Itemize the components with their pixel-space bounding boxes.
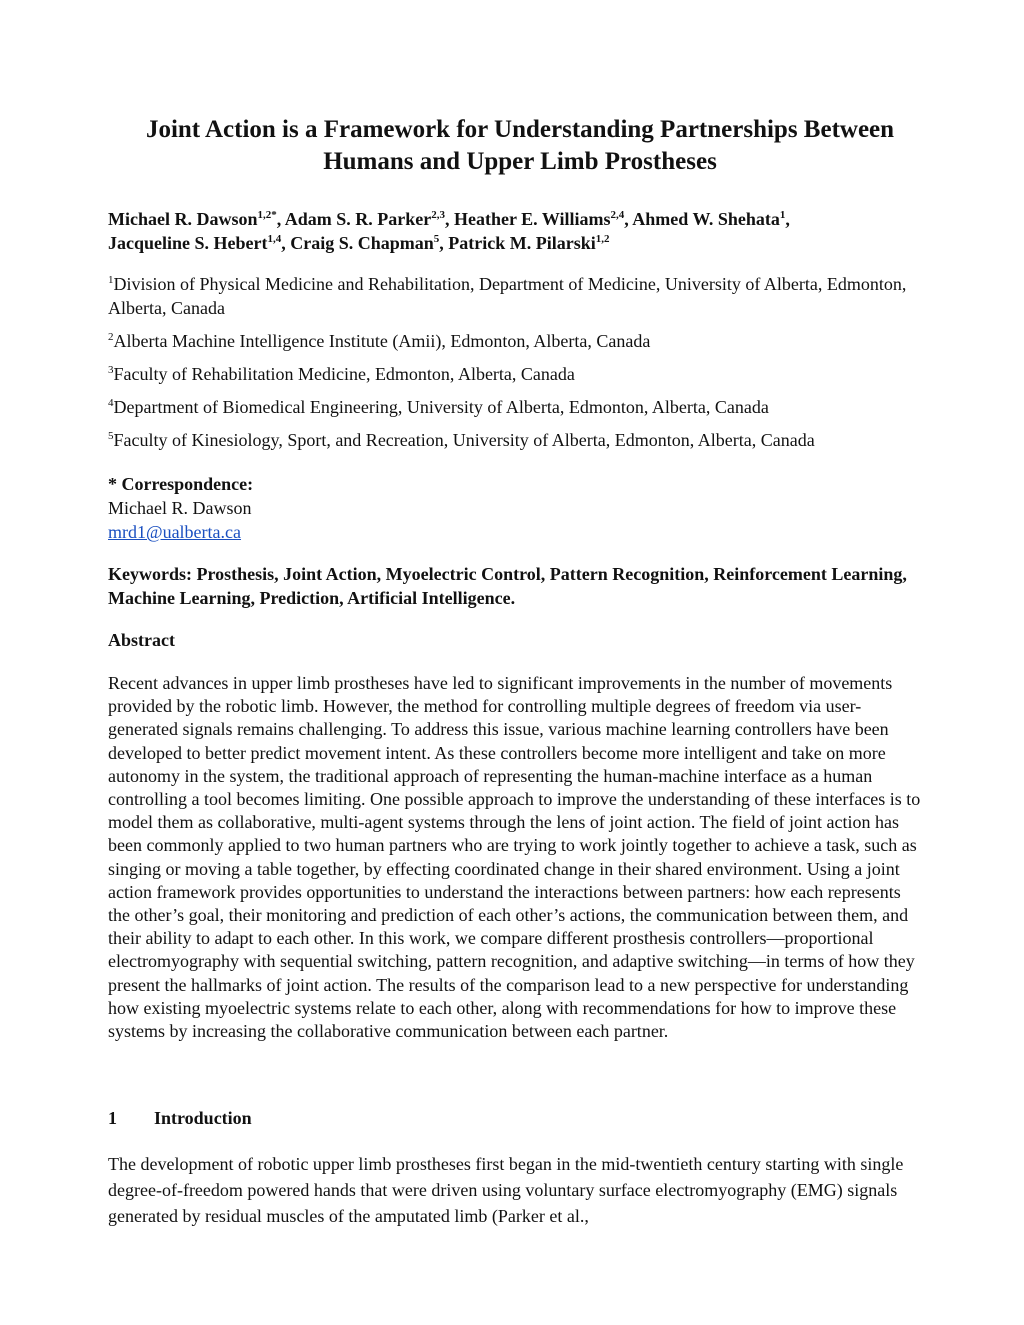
correspondence-email-link[interactable]: mrd1@ualberta.ca	[108, 522, 242, 542]
introduction-heading	[108, 1106, 252, 1130]
affiliation: $^4$Department of Biomedical Engineering, University of Alberta, Edmonton, Alberta, Canada	[108, 397, 769, 417]
affiliation: $^5$Faculty of Kinesiology, Sport, and Recreation, University of Alberta, Edmonton, Alberta, Canada	[108, 430, 815, 450]
correspondence-block	[108, 472, 928, 544]
title-line-1: Joint Action is a Framework for Understanding Partnerships Between	[145, 116, 895, 143]
author: Heather E. Williams$^{2,4}$,	[454, 209, 633, 229]
author: Adam S. R. Parker$^{2,3}$,	[284, 209, 455, 229]
author-list	[108, 207, 928, 255]
introduction-text: The development of robotic upper limb prostheses first began in the mid-twentieth century starting with single degree-of-freedom powered hands that were driven using voluntary surface electromyography (EMG) signals generated by residual muscles of the amputated limb (Parker et al.,	[108, 1154, 904, 1226]
paper-title	[90, 114, 950, 178]
abstract-text: Recent advances in upper limb prostheses have led to significant improvements in the number of movements provided by the robotic limb. However, the method for controlling multiple degrees of freedom via user-generated signals remains challenging. To address this issue, various machine learning controllers have been developed to better predict movement intent. As these controllers become more intelligent and take on more autonomy in the system, the traditional approach of representing the human-machine interface as a human controlling a tool becomes limiting. One possible approach to improve the understanding of these interfaces is to model them as collaborative, multi-agent systems through the lens of joint action. The field of joint action has been commonly applied to two human partners who are trying to work jointly together to achieve a task, such as singing or moving a table together, by effecting coordinated change in their shared environment. Using a joint action framework provides opportunities to understand the interactions between partners: how each represents the other’s goal, their monitoring and prediction of each other’s actions, the communication between them, and their ability to adapt to each other. In this work, we compare different prosthesis controllers—proportional electromyography with sequential switching, pattern recognition, and adaptive switching—in terms of how they present the hallmarks of joint action. The results of the comparison lead to a new perspective for understanding how existing myoelectric systems relate to each other, along with recommendations for how to improve these systems by increasing the collaborative communication between each partner.	[108, 673, 921, 1042]
affiliation: $^1$Division of Physical Medicine and Rehabilitation, Department of Medicine, University of Alberta, Edmonton, Alberta, Canada	[108, 274, 907, 318]
author: Jacqueline S. Hebert$^{1,4}$,	[108, 233, 291, 253]
author: Craig S. Chapman$^5$,	[290, 233, 449, 253]
affiliation: $^3$Faculty of Rehabilitation Medicine, Edmonton, Alberta, Canada	[108, 364, 575, 384]
author: Michael R. Dawson$^{1,2*}$,	[108, 209, 285, 229]
correspondence-heading: * Correspondence:	[108, 474, 254, 494]
section-title: Introduction	[154, 1108, 252, 1128]
title-line-2: Humans and Upper Limb Prostheses	[323, 148, 717, 175]
affiliation-list	[108, 272, 928, 461]
author: Patrick M. Pilarski$^{1,2}$	[448, 233, 610, 253]
affiliation: $^2$Alberta Machine Intelligence Institute (Amii), Edmonton, Alberta, Canada	[108, 331, 651, 351]
section-number: 1	[108, 1108, 117, 1128]
abstract-heading: Abstract	[108, 630, 175, 650]
correspondence-name: Michael R. Dawson	[108, 498, 252, 518]
keywords: Keywords: Prosthesis, Joint Action, Myoelectric Control, Pattern Recognition, Reinforcement Learning, Machine Learning, Prediction, Artificial Intelligence.	[108, 564, 907, 608]
author: Ahmed W. Shehata$^1$,	[632, 209, 790, 229]
